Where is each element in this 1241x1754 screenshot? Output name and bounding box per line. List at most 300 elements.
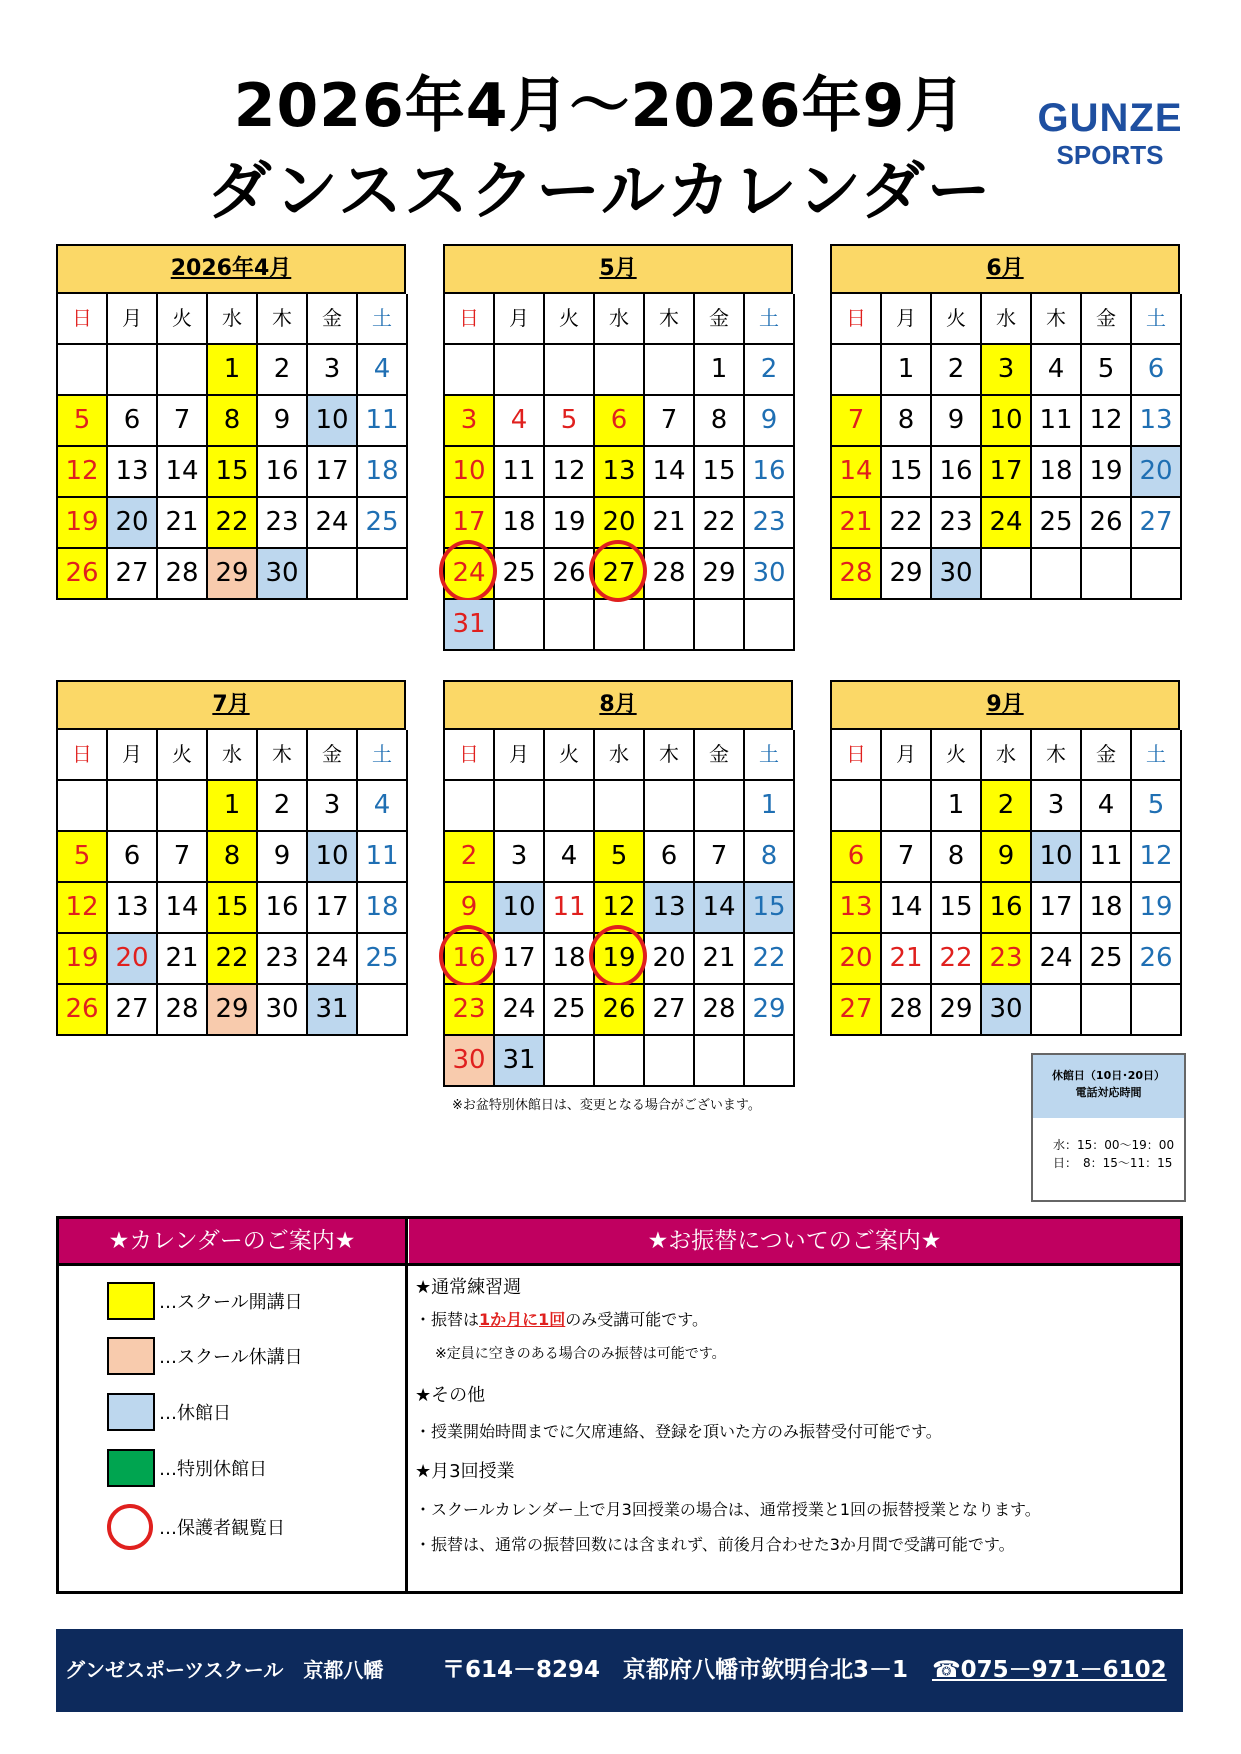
day-cell: 25 bbox=[358, 934, 408, 985]
weekday-header: 木 bbox=[258, 294, 308, 345]
day-cell: 20 bbox=[108, 498, 158, 549]
empty-cell bbox=[695, 1036, 745, 1087]
day-cell: 8 bbox=[695, 396, 745, 447]
day-cell: 9 bbox=[445, 883, 495, 934]
weekday-header: 月 bbox=[108, 294, 158, 345]
day-cell: 1 bbox=[208, 781, 258, 832]
empty-cell bbox=[745, 1036, 795, 1087]
empty-cell bbox=[645, 1036, 695, 1087]
day-cell: 5 bbox=[58, 832, 108, 883]
weekday-header: 日 bbox=[832, 730, 882, 781]
day-cell: 4 bbox=[1082, 781, 1132, 832]
month-grid bbox=[830, 730, 1180, 1036]
day-cell: 26 bbox=[58, 985, 108, 1036]
day-cell: 16 bbox=[932, 447, 982, 498]
day-cell: 19 bbox=[545, 498, 595, 549]
day-cell: 6 bbox=[832, 832, 882, 883]
empty-cell bbox=[495, 600, 545, 651]
day-cell: 28 bbox=[158, 985, 208, 1036]
day-cell: 22 bbox=[695, 498, 745, 549]
weekday-header: 土 bbox=[1132, 730, 1182, 781]
phone-heading-line2: 電話対応時間 bbox=[1075, 1086, 1142, 1099]
weekday-header: 水 bbox=[208, 294, 258, 345]
empty-cell bbox=[545, 1036, 595, 1087]
empty-cell bbox=[545, 345, 595, 396]
day-cell: 26 bbox=[58, 549, 108, 600]
phone-hours-box bbox=[1031, 1053, 1186, 1202]
day-cell: 17 bbox=[308, 883, 358, 934]
weekday-header: 土 bbox=[358, 730, 408, 781]
day-cell: 26 bbox=[1132, 934, 1182, 985]
weekday-header: 金 bbox=[1082, 294, 1132, 345]
day-cell: 25 bbox=[358, 498, 408, 549]
month-header: 9月 bbox=[830, 680, 1180, 730]
legend-special-holiday bbox=[107, 1449, 267, 1487]
weekday-header: 火 bbox=[932, 730, 982, 781]
day-cell: 12 bbox=[58, 447, 108, 498]
day-cell: 15 bbox=[208, 447, 258, 498]
day-cell: 25 bbox=[1082, 934, 1132, 985]
weekday-header: 土 bbox=[745, 294, 795, 345]
phone-heading-line1: 休館日（10日･20日） bbox=[1051, 1069, 1166, 1082]
empty-cell bbox=[595, 1036, 645, 1087]
weekday-header: 水 bbox=[982, 294, 1032, 345]
day-cell: 30 bbox=[445, 1036, 495, 1087]
day-cell: 7 bbox=[158, 832, 208, 883]
blue-square-icon bbox=[107, 1393, 155, 1431]
day-cell: 8 bbox=[208, 396, 258, 447]
capacity-note: ※定員に空きのある場合のみ振替は可能です。 bbox=[435, 1346, 726, 1362]
empty-cell bbox=[445, 781, 495, 832]
day-cell: 30 bbox=[982, 985, 1032, 1036]
day-cell: 26 bbox=[595, 985, 645, 1036]
day-cell: 18 bbox=[1032, 447, 1082, 498]
empty-cell bbox=[645, 600, 695, 651]
day-cell: 3 bbox=[495, 832, 545, 883]
day-cell: 13 bbox=[1132, 396, 1182, 447]
three-class-rule-2: ・振替は、通常の振替回数には含まれず、前後月合わせた3か月間で受講可能です。 bbox=[415, 1535, 1015, 1554]
empty-cell bbox=[495, 781, 545, 832]
day-cell: 25 bbox=[545, 985, 595, 1036]
day-cell: 29 bbox=[695, 549, 745, 600]
phone-hours-wed: 水：15：00～19：00 bbox=[1053, 1138, 1175, 1152]
empty-cell bbox=[545, 600, 595, 651]
weekday-header: 水 bbox=[982, 730, 1032, 781]
day-cell: 14 bbox=[158, 447, 208, 498]
weekday-header: 月 bbox=[495, 730, 545, 781]
empty-cell bbox=[882, 781, 932, 832]
day-cell: 4 bbox=[358, 781, 408, 832]
day-cell: 20 bbox=[108, 934, 158, 985]
day-cell: 7 bbox=[158, 396, 208, 447]
day-cell: 27 bbox=[108, 985, 158, 1036]
guide-box bbox=[56, 1216, 1183, 1594]
weekday-header: 火 bbox=[932, 294, 982, 345]
weekday-header: 土 bbox=[745, 730, 795, 781]
day-cell: 7 bbox=[645, 396, 695, 447]
day-cell: 19 bbox=[58, 934, 108, 985]
day-cell: 6 bbox=[108, 396, 158, 447]
day-cell: 8 bbox=[882, 396, 932, 447]
day-cell: 20 bbox=[595, 498, 645, 549]
month-header: 2026年4月 bbox=[56, 244, 406, 294]
day-cell: 14 bbox=[882, 883, 932, 934]
day-cell: 1 bbox=[932, 781, 982, 832]
day-cell: 19 bbox=[58, 498, 108, 549]
month-calendar bbox=[56, 680, 406, 1036]
day-cell: 14 bbox=[645, 447, 695, 498]
day-cell: 4 bbox=[1032, 345, 1082, 396]
section-regular-week: ★通常練習週 bbox=[415, 1277, 522, 1298]
month-header: 8月 bbox=[443, 680, 793, 730]
day-cell: 28 bbox=[695, 985, 745, 1036]
day-cell: 17 bbox=[445, 498, 495, 549]
day-cell: 23 bbox=[982, 934, 1032, 985]
weekday-header: 金 bbox=[1082, 730, 1132, 781]
day-cell: 17 bbox=[495, 934, 545, 985]
day-cell: 3 bbox=[445, 396, 495, 447]
empty-cell bbox=[58, 781, 108, 832]
day-cell: 29 bbox=[932, 985, 982, 1036]
day-cell: 6 bbox=[645, 832, 695, 883]
weekday-header: 月 bbox=[495, 294, 545, 345]
day-cell: 26 bbox=[545, 549, 595, 600]
month-grid bbox=[443, 294, 793, 651]
day-cell: 7 bbox=[882, 832, 932, 883]
legend-label: …特別休館日 bbox=[159, 1459, 267, 1480]
day-cell: 14 bbox=[695, 883, 745, 934]
day-cell: 10 bbox=[308, 396, 358, 447]
day-cell: 3 bbox=[1032, 781, 1082, 832]
day-cell: 19 bbox=[1132, 883, 1182, 934]
day-cell: 8 bbox=[745, 832, 795, 883]
month-calendar bbox=[443, 680, 793, 1087]
day-cell: 23 bbox=[445, 985, 495, 1036]
day-cell: 4 bbox=[358, 345, 408, 396]
guide-divider bbox=[59, 1263, 1180, 1266]
day-cell: 4 bbox=[545, 832, 595, 883]
school-name: グンゼスポーツスクール 京都八幡 bbox=[65, 1658, 384, 1682]
day-cell: 18 bbox=[545, 934, 595, 985]
day-cell: 29 bbox=[745, 985, 795, 1036]
day-cell: 18 bbox=[495, 498, 545, 549]
empty-cell bbox=[1082, 985, 1132, 1036]
day-cell: 30 bbox=[932, 549, 982, 600]
phone-hours-body bbox=[1033, 1118, 1184, 1172]
weekday-header: 水 bbox=[595, 294, 645, 345]
day-cell: 28 bbox=[882, 985, 932, 1036]
day-cell: 21 bbox=[158, 498, 208, 549]
day-cell: 30 bbox=[258, 985, 308, 1036]
day-cell: 3 bbox=[308, 781, 358, 832]
weekday-header: 木 bbox=[1032, 730, 1082, 781]
month-header: 5月 bbox=[443, 244, 793, 294]
day-cell: 5 bbox=[595, 832, 645, 883]
day-cell: 31 bbox=[308, 985, 358, 1036]
empty-cell bbox=[358, 985, 408, 1036]
absence-rule: ・授業開始時間までに欠席連絡、登録を頂いた方のみ振替受付可能です。 bbox=[415, 1422, 942, 1441]
empty-cell bbox=[358, 549, 408, 600]
legend-label: …保護者観覧日 bbox=[159, 1518, 285, 1539]
weekday-header: 木 bbox=[1032, 294, 1082, 345]
day-cell: 24 bbox=[495, 985, 545, 1036]
day-cell: 11 bbox=[1032, 396, 1082, 447]
transfer-rule-emphasis: 1か月に1回 bbox=[479, 1310, 566, 1329]
weekday-header: 水 bbox=[208, 730, 258, 781]
day-cell: 27 bbox=[1132, 498, 1182, 549]
day-cell: 23 bbox=[258, 498, 308, 549]
day-cell: 26 bbox=[1082, 498, 1132, 549]
empty-cell bbox=[645, 781, 695, 832]
day-cell: 30 bbox=[258, 549, 308, 600]
day-cell: 15 bbox=[745, 883, 795, 934]
day-cell: 2 bbox=[258, 345, 308, 396]
day-cell: 27 bbox=[108, 549, 158, 600]
day-cell: 21 bbox=[158, 934, 208, 985]
legend-closed bbox=[107, 1337, 303, 1375]
weekday-header: 金 bbox=[695, 294, 745, 345]
day-cell: 16 bbox=[258, 883, 308, 934]
empty-cell bbox=[445, 345, 495, 396]
day-cell: 22 bbox=[745, 934, 795, 985]
empty-cell bbox=[982, 549, 1032, 600]
day-cell: 11 bbox=[358, 396, 408, 447]
weekday-header: 日 bbox=[58, 294, 108, 345]
day-cell: 27 bbox=[595, 549, 645, 600]
day-cell: 12 bbox=[58, 883, 108, 934]
empty-cell bbox=[1082, 549, 1132, 600]
day-cell: 2 bbox=[982, 781, 1032, 832]
weekday-header: 金 bbox=[695, 730, 745, 781]
empty-cell bbox=[595, 345, 645, 396]
day-cell: 9 bbox=[932, 396, 982, 447]
month-grid bbox=[56, 730, 406, 1036]
day-cell: 5 bbox=[1082, 345, 1132, 396]
school-address: 〒614－8294 京都府八幡市欽明台北3－1 bbox=[442, 1657, 909, 1683]
day-cell: 15 bbox=[932, 883, 982, 934]
day-cell: 29 bbox=[208, 985, 258, 1036]
day-cell: 22 bbox=[208, 934, 258, 985]
day-cell: 2 bbox=[445, 832, 495, 883]
empty-cell bbox=[1032, 549, 1082, 600]
day-cell: 20 bbox=[1132, 447, 1182, 498]
calendar-guide-header: ★カレンダーのご案内★ bbox=[59, 1219, 405, 1263]
day-cell: 10 bbox=[495, 883, 545, 934]
day-cell: 7 bbox=[695, 832, 745, 883]
day-cell: 4 bbox=[495, 396, 545, 447]
day-cell: 16 bbox=[445, 934, 495, 985]
day-cell: 13 bbox=[645, 883, 695, 934]
three-class-rule-1: ・スクールカレンダー上で月3回授業の場合は、通常授業と1回の振替授業となります。 bbox=[415, 1500, 1041, 1519]
day-cell: 28 bbox=[158, 549, 208, 600]
day-cell: 19 bbox=[1082, 447, 1132, 498]
day-cell: 5 bbox=[58, 396, 108, 447]
day-cell: 9 bbox=[982, 832, 1032, 883]
month-grid bbox=[830, 294, 1180, 600]
empty-cell bbox=[58, 345, 108, 396]
day-cell: 10 bbox=[982, 396, 1032, 447]
empty-cell bbox=[595, 781, 645, 832]
day-cell: 23 bbox=[932, 498, 982, 549]
day-cell: 10 bbox=[1032, 832, 1082, 883]
day-cell: 12 bbox=[1132, 832, 1182, 883]
day-cell: 8 bbox=[208, 832, 258, 883]
day-cell: 31 bbox=[445, 600, 495, 651]
day-cell: 9 bbox=[745, 396, 795, 447]
day-cell: 1 bbox=[208, 345, 258, 396]
day-cell: 29 bbox=[882, 549, 932, 600]
weekday-header: 日 bbox=[58, 730, 108, 781]
day-cell: 9 bbox=[258, 396, 308, 447]
day-cell: 5 bbox=[545, 396, 595, 447]
day-cell: 21 bbox=[832, 498, 882, 549]
phone-hours-sun: 日： 8：15～11：15 bbox=[1053, 1156, 1173, 1170]
month-grid bbox=[443, 730, 793, 1087]
day-cell: 30 bbox=[745, 549, 795, 600]
orange-square-icon bbox=[107, 1337, 155, 1375]
empty-cell bbox=[308, 549, 358, 600]
empty-cell bbox=[1132, 549, 1182, 600]
day-cell: 1 bbox=[882, 345, 932, 396]
day-cell: 13 bbox=[108, 883, 158, 934]
transfer-rule-a: ・振替は bbox=[415, 1310, 480, 1329]
day-cell: 14 bbox=[832, 447, 882, 498]
school-phone: ☎075－971－6102 bbox=[932, 1657, 1167, 1683]
day-cell: 18 bbox=[358, 447, 408, 498]
guide-separator bbox=[405, 1219, 408, 1591]
weekday-header: 金 bbox=[308, 294, 358, 345]
day-cell: 22 bbox=[882, 498, 932, 549]
weekday-header: 月 bbox=[882, 294, 932, 345]
day-cell: 29 bbox=[208, 549, 258, 600]
day-cell: 21 bbox=[645, 498, 695, 549]
day-cell: 6 bbox=[108, 832, 158, 883]
day-cell: 21 bbox=[695, 934, 745, 985]
day-cell: 17 bbox=[1032, 883, 1082, 934]
legend-label: …休館日 bbox=[159, 1403, 231, 1424]
empty-cell bbox=[745, 600, 795, 651]
day-cell: 7 bbox=[832, 396, 882, 447]
day-cell: 20 bbox=[832, 934, 882, 985]
day-cell: 10 bbox=[445, 447, 495, 498]
day-cell: 21 bbox=[882, 934, 932, 985]
day-cell: 15 bbox=[208, 883, 258, 934]
day-cell: 10 bbox=[308, 832, 358, 883]
day-cell: 16 bbox=[745, 447, 795, 498]
empty-cell bbox=[108, 781, 158, 832]
day-cell: 13 bbox=[108, 447, 158, 498]
day-cell: 16 bbox=[258, 447, 308, 498]
day-cell: 24 bbox=[308, 498, 358, 549]
red-circle-icon bbox=[107, 1504, 153, 1550]
empty-cell bbox=[695, 600, 745, 651]
weekday-header: 火 bbox=[158, 294, 208, 345]
day-cell: 3 bbox=[982, 345, 1032, 396]
day-cell: 1 bbox=[695, 345, 745, 396]
day-cell: 3 bbox=[308, 345, 358, 396]
title-date-range: 2026年4月～2026年9月 bbox=[233, 71, 967, 141]
day-cell: 11 bbox=[545, 883, 595, 934]
weekday-header: 木 bbox=[258, 730, 308, 781]
green-square-icon bbox=[107, 1449, 155, 1487]
day-cell: 23 bbox=[258, 934, 308, 985]
day-cell: 12 bbox=[1082, 396, 1132, 447]
weekday-header: 金 bbox=[308, 730, 358, 781]
legend-open bbox=[107, 1282, 303, 1320]
weekday-header: 火 bbox=[158, 730, 208, 781]
day-cell: 27 bbox=[645, 985, 695, 1036]
weekday-header: 日 bbox=[445, 730, 495, 781]
day-cell: 13 bbox=[832, 883, 882, 934]
day-cell: 25 bbox=[495, 549, 545, 600]
legend-label: …スクール休講日 bbox=[159, 1347, 303, 1368]
weekday-header: 火 bbox=[545, 294, 595, 345]
day-cell: 27 bbox=[832, 985, 882, 1036]
weekday-header: 土 bbox=[358, 294, 408, 345]
day-cell: 8 bbox=[932, 832, 982, 883]
empty-cell bbox=[695, 781, 745, 832]
logo-sports: SPORTS bbox=[1056, 140, 1164, 170]
empty-cell bbox=[495, 345, 545, 396]
day-cell: 28 bbox=[645, 549, 695, 600]
day-cell: 6 bbox=[595, 396, 645, 447]
day-cell: 2 bbox=[745, 345, 795, 396]
day-cell: 28 bbox=[832, 549, 882, 600]
day-cell: 25 bbox=[1032, 498, 1082, 549]
weekday-header: 日 bbox=[445, 294, 495, 345]
day-cell: 19 bbox=[595, 934, 645, 985]
yellow-square-icon bbox=[107, 1282, 155, 1320]
title-calendar: ダンススクールカレンダー bbox=[207, 155, 993, 229]
day-cell: 23 bbox=[745, 498, 795, 549]
day-cell: 17 bbox=[308, 447, 358, 498]
day-cell: 20 bbox=[645, 934, 695, 985]
day-cell: 22 bbox=[208, 498, 258, 549]
weekday-header: 日 bbox=[832, 294, 882, 345]
day-cell: 11 bbox=[1082, 832, 1132, 883]
section-three-classes: ★月3回授業 bbox=[415, 1461, 515, 1482]
day-cell: 22 bbox=[932, 934, 982, 985]
weekday-header: 土 bbox=[1132, 294, 1182, 345]
day-cell: 16 bbox=[982, 883, 1032, 934]
day-cell: 2 bbox=[932, 345, 982, 396]
empty-cell bbox=[595, 600, 645, 651]
day-cell: 14 bbox=[158, 883, 208, 934]
day-cell: 12 bbox=[545, 447, 595, 498]
day-cell: 9 bbox=[258, 832, 308, 883]
footer-bar bbox=[56, 1629, 1183, 1712]
empty-cell bbox=[832, 345, 882, 396]
day-cell: 2 bbox=[258, 781, 308, 832]
weekday-header: 木 bbox=[645, 294, 695, 345]
month-calendar bbox=[56, 244, 406, 600]
day-cell: 15 bbox=[882, 447, 932, 498]
day-cell: 1 bbox=[745, 781, 795, 832]
weekday-header: 月 bbox=[882, 730, 932, 781]
day-cell: 18 bbox=[358, 883, 408, 934]
day-cell: 13 bbox=[595, 447, 645, 498]
empty-cell bbox=[832, 781, 882, 832]
day-cell: 6 bbox=[1132, 345, 1182, 396]
weekday-header: 木 bbox=[645, 730, 695, 781]
day-cell: 31 bbox=[495, 1036, 545, 1087]
gunze-sports-logo bbox=[1020, 96, 1200, 170]
day-cell: 24 bbox=[982, 498, 1032, 549]
legend-observation bbox=[107, 1504, 285, 1550]
month-calendar bbox=[830, 680, 1180, 1036]
transfer-rule bbox=[415, 1307, 708, 1330]
day-cell: 12 bbox=[595, 883, 645, 934]
